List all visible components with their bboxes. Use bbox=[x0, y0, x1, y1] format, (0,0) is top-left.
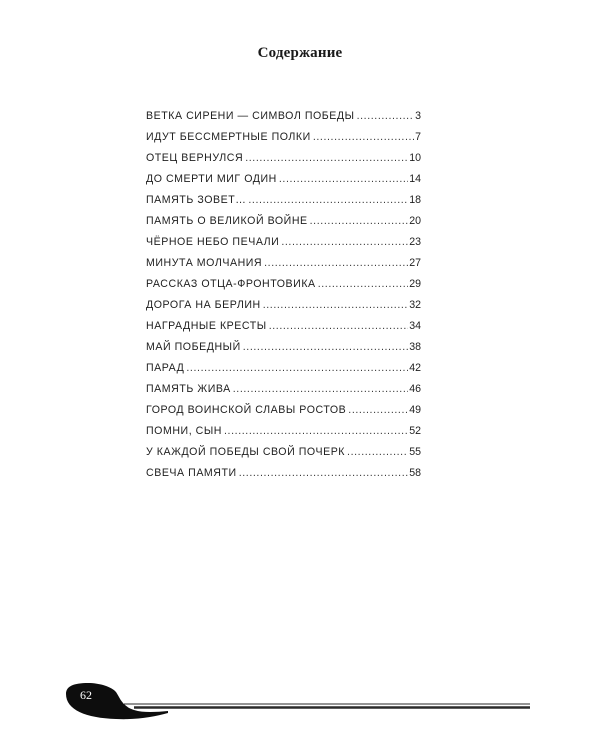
toc-entry bbox=[146, 383, 421, 404]
toc-entry-page: 52 bbox=[409, 425, 421, 437]
toc-entry-title: ГОРОД ВОИНСКОЙ СЛАВЫ РОСТОВ bbox=[146, 404, 347, 416]
toc-entry-page: 34 bbox=[409, 320, 421, 332]
toc-entry bbox=[146, 173, 421, 194]
toc-entry-title: РАССКАЗ ОТЦА-ФРОНТОВИКА bbox=[146, 278, 316, 290]
toc-dot-leader bbox=[248, 194, 408, 206]
toc-dot-leader bbox=[239, 467, 409, 479]
toc-entry-title: ИДУТ БЕССМЕРТНЫЕ ПОЛКИ bbox=[146, 131, 311, 143]
page-title: Содержание bbox=[257, 45, 343, 61]
toc-entry-page: 42 bbox=[409, 362, 421, 374]
toc-dot-leader bbox=[347, 446, 408, 458]
toc-dot-leader bbox=[243, 341, 408, 353]
toc-entry-title: ВЕТКА СИРЕНИ — СИМВОЛ ПОБЕДЫ bbox=[146, 110, 355, 122]
toc-entry bbox=[146, 320, 421, 341]
toc-entry bbox=[146, 425, 421, 446]
toc-dot-leader bbox=[245, 152, 408, 164]
toc-dot-leader bbox=[348, 404, 408, 416]
toc-entry-title: ПАМЯТЬ ЗОВЕТ… bbox=[146, 194, 247, 206]
toc-entry-page: 29 bbox=[409, 278, 421, 290]
toc-entry-title: НАГРАДНЫЕ КРЕСТЫ bbox=[146, 320, 267, 332]
toc-entry bbox=[146, 362, 421, 383]
toc-entry-title: ЧЁРНОЕ НЕБО ПЕЧАЛИ bbox=[146, 236, 280, 248]
toc-dot-leader bbox=[279, 173, 408, 185]
toc-entry-page: 14 bbox=[409, 173, 421, 185]
toc-entry-title: ДО СМЕРТИ МИГ ОДИН bbox=[146, 173, 277, 185]
toc-entry-title: ПАМЯТЬ ЖИВА bbox=[146, 383, 231, 395]
toc-entry bbox=[146, 236, 421, 257]
toc-entry-page: 20 bbox=[409, 215, 421, 227]
toc-entry-page: 7 bbox=[415, 131, 421, 143]
toc-dot-leader bbox=[186, 362, 408, 374]
toc-entry-title: У КАЖДОЙ ПОБЕДЫ СВОЙ ПОЧЕРК bbox=[146, 446, 346, 458]
toc-entry-page: 23 bbox=[409, 236, 421, 248]
toc-entry-page: 55 bbox=[409, 446, 421, 458]
footer-ornament-icon bbox=[64, 682, 534, 722]
toc-entry-title: ДОРОГА НА БЕРЛИН bbox=[146, 299, 261, 311]
toc-dot-leader bbox=[233, 383, 408, 395]
toc-entry-title: СВЕЧА ПАМЯТИ bbox=[146, 467, 237, 479]
toc-entry-title: ПАМЯТЬ О ВЕЛИКОЙ ВОЙНЕ bbox=[146, 215, 308, 227]
toc-entry bbox=[146, 131, 421, 152]
toc-entry-title: МАЙ ПОБЕДНЫЙ bbox=[146, 341, 241, 353]
toc-entry-title: МИНУТА МОЛЧАНИЯ bbox=[146, 257, 263, 269]
toc-entry-title: ОТЕЦ ВЕРНУЛСЯ bbox=[146, 152, 244, 164]
page-footer bbox=[64, 682, 534, 722]
toc-entry-page: 10 bbox=[409, 152, 421, 164]
toc-dot-leader bbox=[264, 257, 408, 269]
page-number: 62 bbox=[80, 688, 92, 702]
toc-entry bbox=[146, 278, 421, 299]
toc-entry-page: 3 bbox=[415, 110, 421, 122]
toc-entry bbox=[146, 215, 421, 236]
table-of-contents bbox=[146, 110, 421, 488]
toc-dot-leader bbox=[269, 320, 409, 332]
toc-entry-page: 58 bbox=[409, 467, 421, 479]
toc-entry-page: 49 bbox=[409, 404, 421, 416]
toc-entry-title: ПОМНИ, СЫН bbox=[146, 425, 223, 437]
toc-dot-leader bbox=[310, 215, 409, 227]
toc-entry bbox=[146, 194, 421, 215]
toc-entry-page: 46 bbox=[409, 383, 421, 395]
toc-entry bbox=[146, 467, 421, 488]
toc-entry-page: 27 bbox=[409, 257, 421, 269]
toc-dot-leader bbox=[318, 278, 409, 290]
toc-entry bbox=[146, 341, 421, 362]
toc-entry-page: 18 bbox=[409, 194, 421, 206]
toc-entry bbox=[146, 110, 421, 131]
toc-entry-page: 32 bbox=[409, 299, 421, 311]
toc-entry bbox=[146, 152, 421, 173]
toc-dot-leader bbox=[313, 131, 414, 143]
toc-entry bbox=[146, 299, 421, 320]
toc-entry bbox=[146, 446, 421, 467]
toc-dot-leader bbox=[224, 425, 408, 437]
toc-entry bbox=[146, 404, 421, 425]
toc-entry bbox=[146, 257, 421, 278]
toc-entry-title: ПАРАД bbox=[146, 362, 185, 374]
toc-dot-leader bbox=[281, 236, 408, 248]
toc-dot-leader bbox=[357, 110, 415, 122]
toc-entry-page: 38 bbox=[409, 341, 421, 353]
toc-dot-leader bbox=[263, 299, 409, 311]
